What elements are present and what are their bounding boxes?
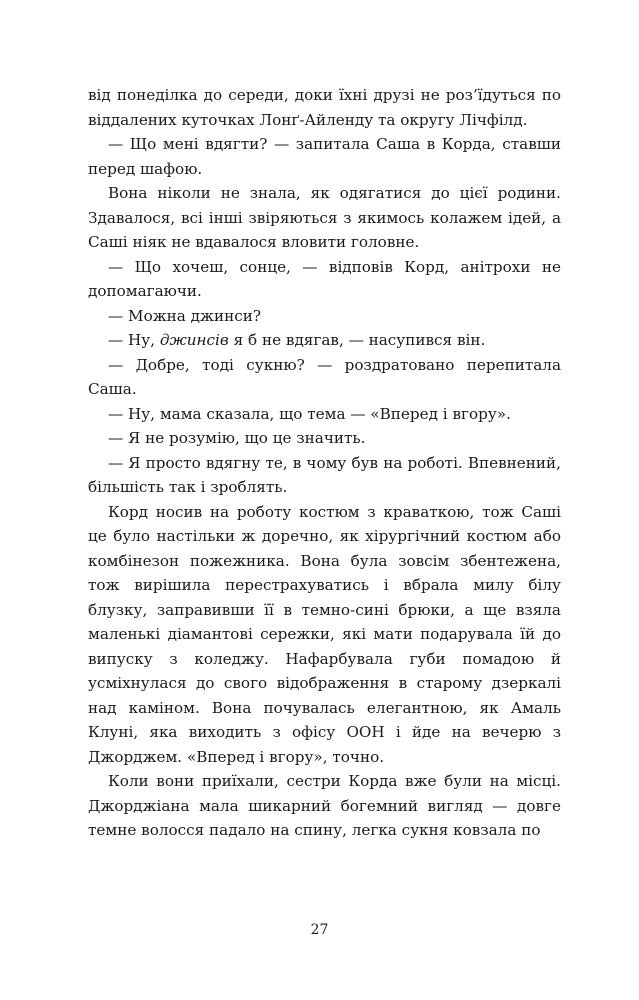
paragraph: — Що хочеш, сонце, — відповів Корд, анітрохи не допомагаючи. — [88, 257, 561, 300]
page-number: 27 — [310, 922, 329, 938]
paragraph: — Добре, тоді сукню? — роздратовано перепитала Саша. — [88, 355, 561, 398]
paragraph: Корд носив на роботу костюм з краваткою, тож Саші це було настільки ж доречно, як хірургічний костюм або комбінезон пожежника. Вона була зовсім збентежена, тож вирішила перестрахуватись і вбрала милу білу блузку, заправивши її в темно-сині брюки, а ще взяла маленькі діамантові сережки, які мати подарувала їй до випуску з коледжу. Нафарбувала губи помадою й усміхнулася до свого відображення в старому дзеркалі над каміном. Вона почувалась елегантною, як Амаль Клуні, яка виходить з офісу ООН і йде на вечерю з Джорджем. «Вперед і вгору», точно. — [88, 502, 561, 766]
paragraph: — Ну, мама сказала, що тема — «Вперед і вгору». — [108, 404, 511, 423]
paragraph: — Я не розумію, що це значить. — [108, 429, 366, 447]
paragraph: Коли вони приїхали, сестри Корда вже були на місці. Джорджіана мала шикарний богемний вигляд — довге темне волосся падало на спину, легка сукня ковзала по — [88, 772, 561, 839]
paragraph: — Я просто вдягну те, в чому був на роботі. Впевнений, більшість так і зроблять. — [88, 453, 561, 496]
body-text — [88, 83, 561, 843]
paragraph: Вона ніколи не знала, як одягатися до цієї родини. Здавалося, всі інші звіряються з якимось колажем ідей, а Саші ніяк не вдавалося вловити головне. — [88, 184, 561, 251]
emphasis-text: джинсів — [159, 331, 229, 349]
paragraph: — Ну, джинсів я б не вдягав, — насупився він. — [108, 331, 486, 349]
paragraph: — Що мені вдягти? — запитала Саша в Корда, ставши перед шафою. — [88, 135, 561, 178]
paragraph: — Можна джинси? — [108, 306, 262, 325]
paragraph: від понеділка до середи, доки їхні друзі не роз’їдуться по віддалених куточках Лонґ-Айленду та округу Лічфілд. — [88, 86, 561, 129]
